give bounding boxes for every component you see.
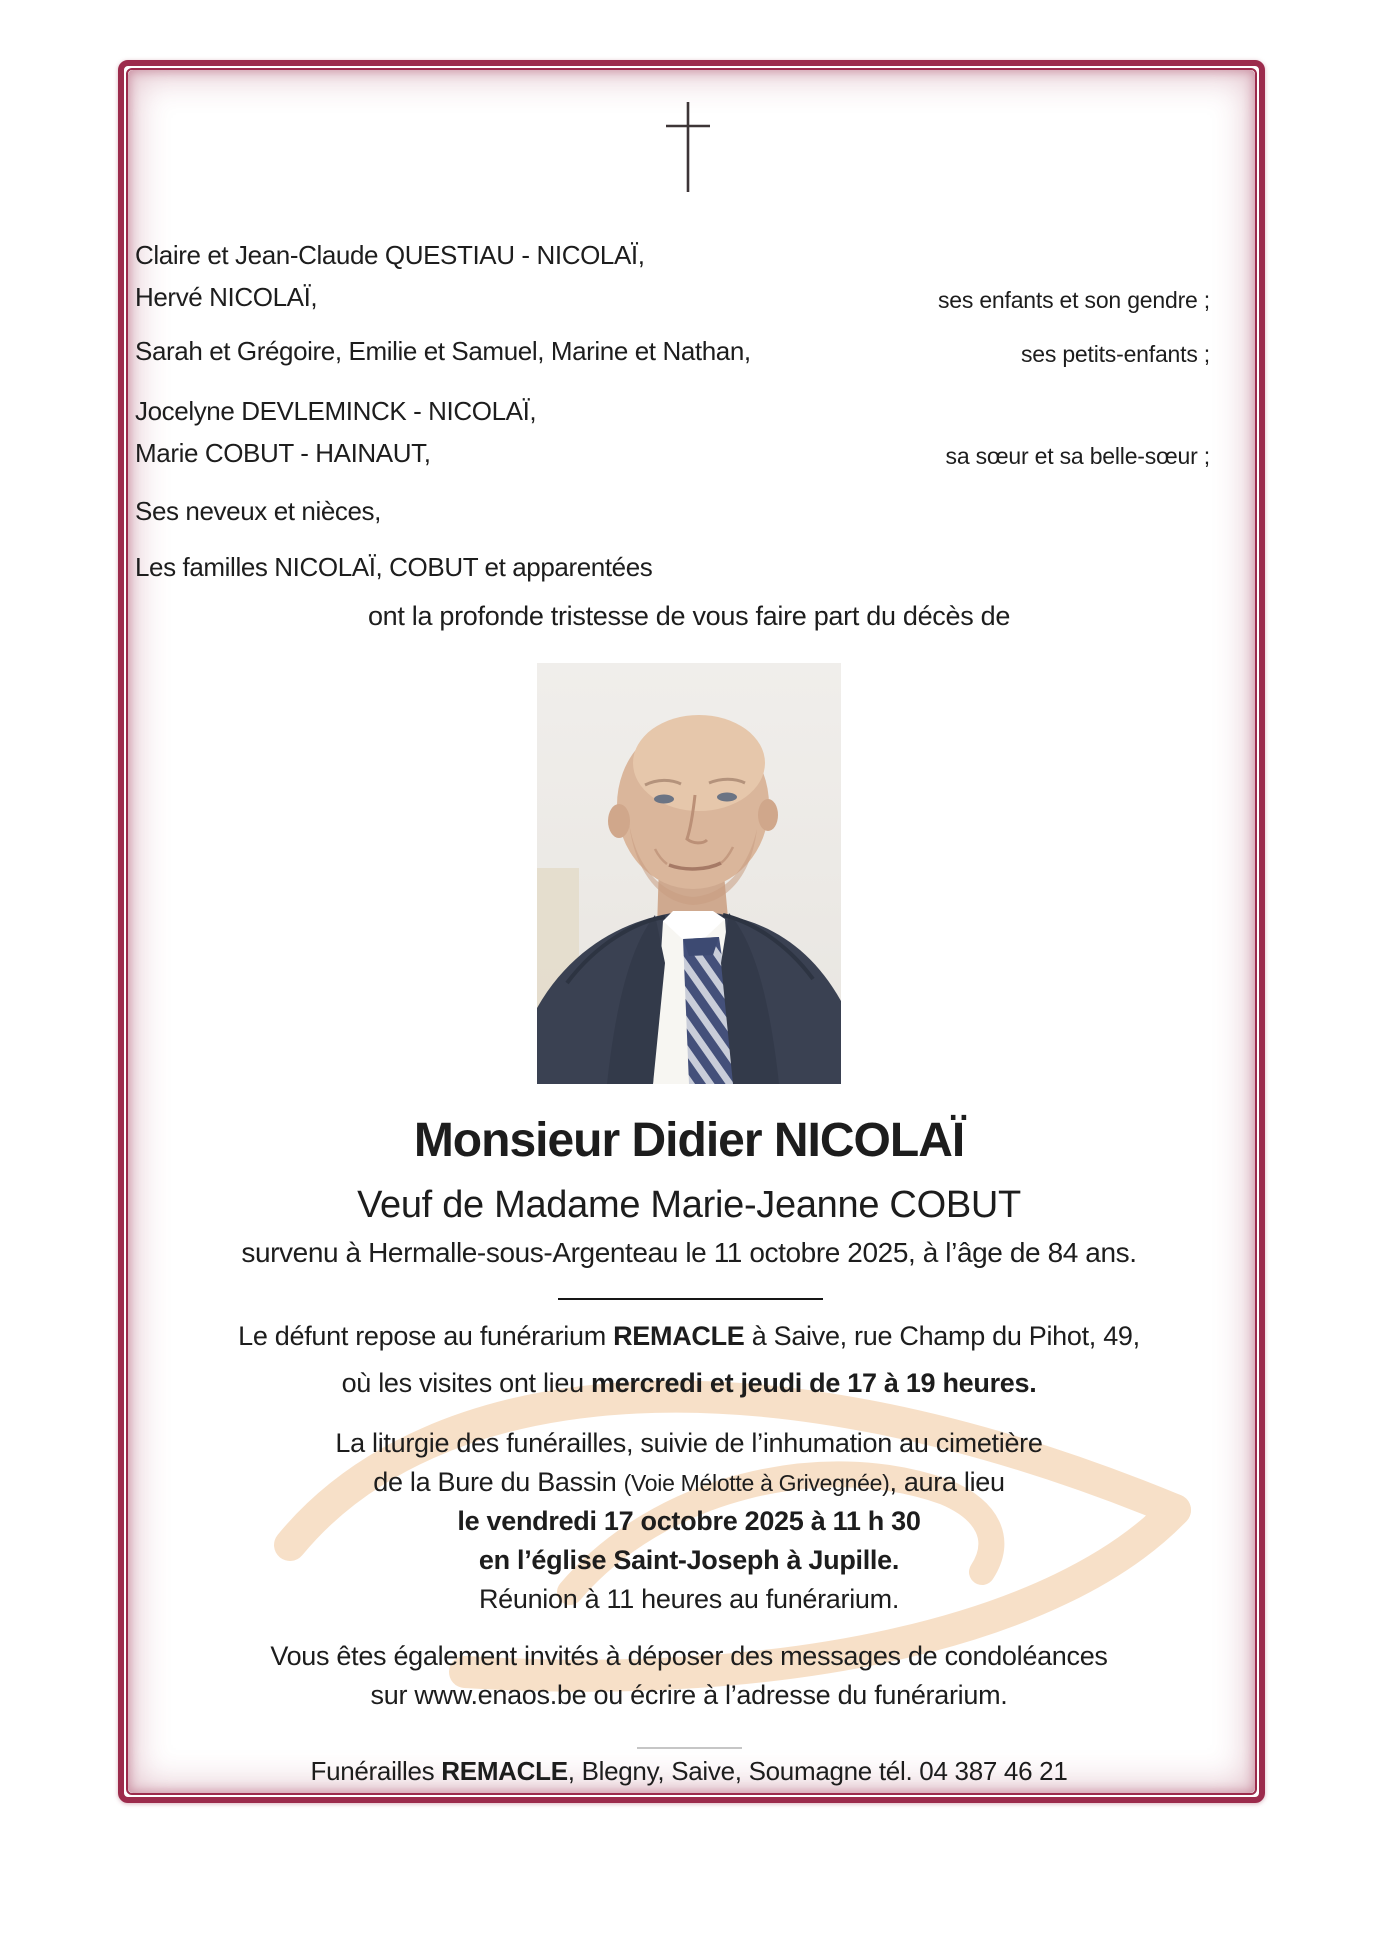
section-divider	[558, 1298, 823, 1300]
family-line: Marie COBUT - HAINAUT,	[135, 438, 431, 468]
footer-funeral-home-name: REMACLE	[441, 1756, 568, 1786]
relation-label: ses enfants et son gendre ;	[937, 287, 1210, 313]
family-line: Jocelyne DEVLEMINCK - NICOLAÏ,	[135, 396, 537, 426]
death-details: survenu à Hermalle-sous-Argenteau le 11 octobre 2025, à l’âge de 84 ans.	[241, 1237, 1137, 1268]
relation-label: sa sœur et sa belle-sœur ;	[945, 443, 1210, 469]
deceased-name: Monsieur Didier NICOLAÏ	[413, 1114, 965, 1167]
ceremony-line-2	[0, 1466, 1378, 1498]
announcement-line: ont la profonde tristesse de vous faire part du décès de	[367, 601, 1011, 631]
family-line: Ses neveux et nièces,	[135, 496, 381, 526]
repose-text: à Saive, rue Champ du Pihot, 49,	[744, 1321, 1140, 1351]
repose-text: où les visites ont lieu	[341, 1368, 591, 1398]
repose-line-2	[0, 1367, 1378, 1399]
ceremony-location-detail: (Voie Mélotte à Grivegnée)	[623, 1470, 890, 1496]
repose-text: Le défunt repose au funérarium	[238, 1321, 614, 1351]
relation-label: ses petits-enfants ;	[1020, 341, 1210, 367]
family-line: Les familles NICOLAÏ, COBUT et apparentées	[135, 552, 653, 582]
deceased-subtitle: Veuf de Madame Marie-Jeanne COBUT	[357, 1184, 1021, 1226]
cross-icon	[660, 98, 716, 194]
ceremony-meeting: Réunion à 11 heures au funérarium.	[478, 1584, 900, 1614]
footer-line	[0, 1756, 1378, 1787]
family-line: Claire et Jean-Claude QUESTIAU - NICOLAÏ,	[135, 240, 645, 270]
visit-hours: mercredi et jeudi de 17 à 19 heures.	[591, 1368, 1037, 1398]
ceremony-line-1: La liturgie des funérailles, suivie de l’inhumation au cimetière	[335, 1428, 1043, 1458]
footer-text: , Blegny, Saive, Soumagne tél. 04 387 46 21	[567, 1756, 1068, 1786]
funeral-home-name: REMACLE	[613, 1321, 745, 1351]
condolences-line-1: Vous êtes également invités à déposer des messages de condoléances	[270, 1641, 1108, 1671]
family-line: Hervé NICOLAÏ,	[135, 282, 318, 312]
repose-line-1	[0, 1320, 1378, 1352]
footer-divider	[637, 1747, 742, 1749]
condolences-line-2: sur www.enaos.be ou écrire à l’adresse du funérarium.	[370, 1680, 1008, 1710]
footer-text: Funérailles	[310, 1756, 442, 1786]
ceremony-date: le vendredi 17 octobre 2025 à 11 h 30	[457, 1506, 921, 1536]
portrait-photo	[537, 663, 841, 1084]
ceremony-text: de la Bure du Bassin	[373, 1467, 624, 1497]
ceremony-church: en l’église Saint-Joseph à Jupille.	[478, 1545, 900, 1575]
ceremony-text: , aura lieu	[889, 1467, 1005, 1497]
family-line: Sarah et Grégoire, Emilie et Samuel, Marine et Nathan,	[135, 336, 751, 366]
